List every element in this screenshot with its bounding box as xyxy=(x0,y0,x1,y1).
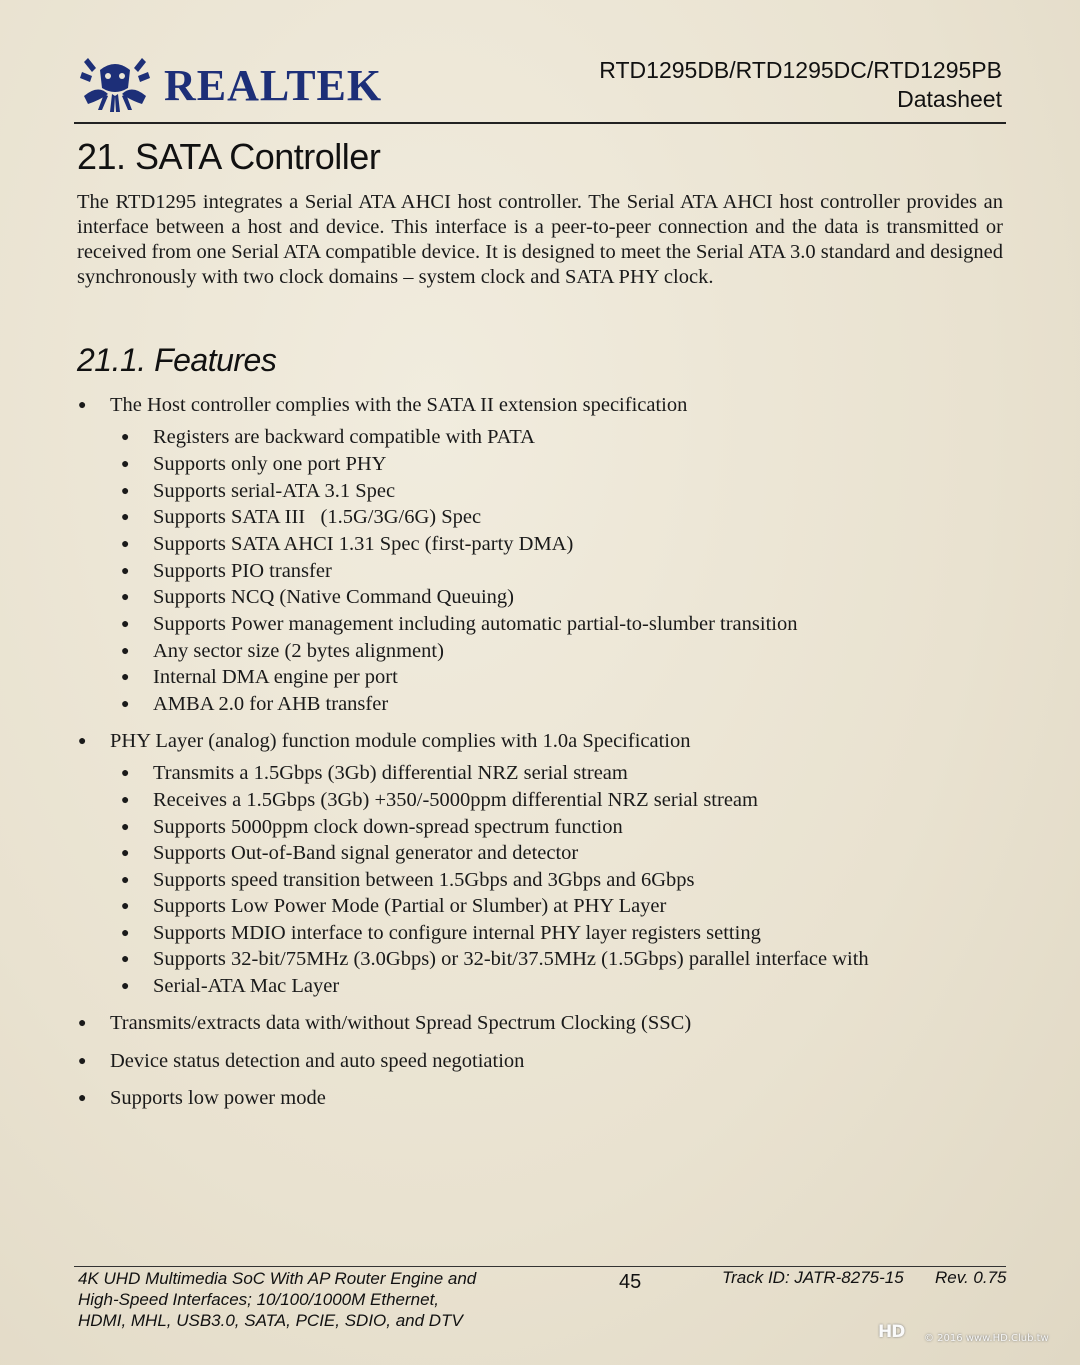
feature-group-text: Supports low power mode xyxy=(110,1087,326,1109)
section-intro: The RTD1295 integrates a Serial ATA AHCI host controller. The Serial ATA AHCI host controller provides an interface between a host and device. This interface is a peer-to-peer connection and the data is transmitted or received from one Serial ATA compatible device. It is designed to meet the Serial ATA 3.0 standard and designed synchronously with two clock domains – system clock and SATA PHY clock. xyxy=(77,191,1003,288)
feature-item: ● AMBA 2.0 for AHB transfer xyxy=(121,693,389,715)
feature-group: ● PHY Layer (analog) function module complies with 1.0a Specification xyxy=(78,730,691,752)
page-number: 45 xyxy=(619,1271,642,1293)
realtek-logo xyxy=(78,52,383,116)
revision: Rev. 0.75 xyxy=(935,1268,1007,1287)
feature-group: ● The Host controller complies with the SATA II extension specification xyxy=(78,394,688,416)
feature-item: ● Supports Out-of-Band signal generator and detector xyxy=(121,842,579,864)
feature-item: ● Supports only one port PHY xyxy=(121,453,387,475)
section-title: 21. SATA Controller xyxy=(77,136,381,177)
feature-item: ● Supports NCQ (Native Command Queuing) xyxy=(121,586,514,608)
feature-group-text: PHY Layer (analog) function module complies with 1.0a Specification xyxy=(110,730,691,752)
feature-item: ● Registers are backward compatible with PATA xyxy=(121,426,535,448)
crab-logo-icon xyxy=(78,54,152,114)
feature-group-text: Transmits/extracts data with/without Spread Spectrum Clocking (SSC) xyxy=(110,1012,692,1034)
feature-group: ● Device status detection and auto speed negotiation xyxy=(78,1050,525,1072)
watermark xyxy=(878,1322,1068,1346)
hdclub-logo-icon: HD xyxy=(878,1322,905,1342)
feature-item: ● Any sector size (2 bytes alignment) xyxy=(121,640,444,662)
feature-item: ● Supports Low Power Mode (Partial or Slumber) at PHY Layer xyxy=(121,895,667,917)
document-header xyxy=(599,56,1002,114)
feature-group-text: The Host controller complies with the SATA II extension specification xyxy=(110,394,688,416)
feature-item: ● Internal DMA engine per port xyxy=(121,666,398,688)
features-title: 21.1. Features xyxy=(77,342,277,378)
feature-item: ● Supports SATA III (1.5G/3G/6G) Spec xyxy=(121,506,482,528)
feature-item: ● Supports MDIO interface to configure internal PHY layer registers setting xyxy=(121,922,761,944)
document-type: Datasheet xyxy=(897,86,1002,112)
feature-item: ● Supports SATA AHCI 1.31 Spec (first-party DMA) xyxy=(121,533,574,555)
feature-item: ● Supports serial-ATA 3.1 Spec xyxy=(121,480,396,502)
feature-item: ● Supports PIO transfer xyxy=(121,560,332,582)
document-models: RTD1295DB/RTD1295DC/RTD1295PB xyxy=(599,57,1002,83)
feature-item: ● Supports 32-bit/75MHz (3.0Gbps) or 32-bit/37.5MHz (1.5Gbps) parallel interface with xyxy=(121,948,869,970)
header-divider xyxy=(74,122,1006,124)
feature-item: ● Transmits a 1.5Gbps (3Gb) differential NRZ serial stream xyxy=(121,762,628,784)
feature-item: ● Supports Power management including automatic partial-to-slumber transition xyxy=(121,613,798,635)
feature-item: ● Serial-ATA Mac Layer xyxy=(121,975,340,997)
track-id: Track ID: JATR-8275-15 xyxy=(722,1268,904,1287)
feature-group: ● Supports low power mode xyxy=(78,1087,326,1109)
feature-item: ● Supports 5000ppm clock down-spread spectrum function xyxy=(121,816,623,838)
feature-group-text: Device status detection and auto speed negotiation xyxy=(110,1050,525,1072)
feature-item: ● Receives a 1.5Gbps (3Gb) +350/-5000ppm differential NRZ serial stream xyxy=(121,789,758,811)
watermark-text: © 2016 www.HD.Club.tw xyxy=(924,1333,1049,1344)
footer-product-description: 4K UHD Multimedia SoC With AP Router Engine and High-Speed Interfaces; 10/100/1000M Ethernet, HDMI, MHL, USB3.0, SATA, PCIE, SDIO, and DTV xyxy=(78,1269,477,1330)
feature-item: ● Supports speed transition between 1.5Gbps and 3Gbps and 6Gbps xyxy=(121,869,695,891)
footer-divider xyxy=(74,1266,1006,1267)
feature-group: ● Transmits/extracts data with/without Spread Spectrum Clocking (SSC) xyxy=(78,1012,692,1034)
logo-text: REALTEK xyxy=(164,61,383,110)
